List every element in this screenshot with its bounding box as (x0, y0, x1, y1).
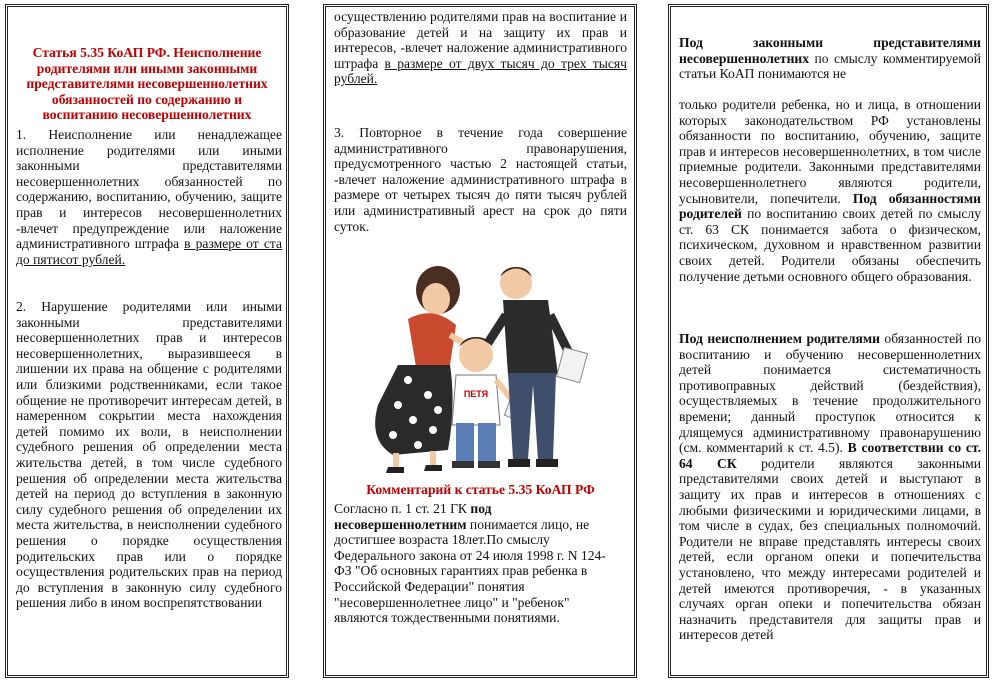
comment-paragraph (334, 501, 609, 626)
part-2-cont-text: осуществлению родителями прав на воспитание и образование детей и на защиту их прав и интересов, -влечет наложение административного штрафа (334, 9, 627, 71)
comment-title-text: Комментарий к статье 5.35 КоАП РФ (366, 482, 595, 497)
shirt-label: ПЕТЯ (463, 389, 489, 399)
part-1-fine: в размере от ста до пятисот рублей. (16, 236, 282, 267)
article-part-1 (16, 127, 282, 267)
part-1-text: 1. Неисполнение или ненадлежащее исполнение родителями или иными законными представителями несовершеннолетних обязанностей по содержанию, воспитанию, обучению, защите прав и интересов несовершеннолетних -влечет предупреждение или наложение административного штрафа (16, 127, 282, 252)
representatives-paragraph (679, 35, 981, 82)
article-title (16, 45, 278, 123)
right-panel (668, 4, 989, 678)
obligations-heading: Под обязанностями родителей (679, 190, 982, 222)
comment-text-c: понимается лицо, не достигшее возраста 18лет.По смыслу Федерального закона от 24 июля 1998 г. N 124-ФЗ "Об основных гарантиях прав ребенка в Российской Федерации" понятия "несовершеннолетнее лицо" и "ребенок" являются тождественными понятиями. (334, 516, 606, 626)
comment-text-b: под несовершеннолетним (334, 501, 492, 532)
part-2-continuation (334, 9, 627, 87)
middle-panel (323, 4, 637, 678)
non-fulfilment-heading: Под неисполнением родителями (679, 331, 880, 346)
sk-64-reference: В соответствии со ст. 64 СК (679, 440, 981, 471)
non-fulfilment-paragraph (679, 331, 981, 643)
obligations-paragraph (679, 97, 981, 284)
father-figure (488, 267, 587, 467)
article-part-2 (16, 299, 282, 611)
comment-title (334, 482, 627, 498)
comment-text-a: Согласно п. 1 ст. 21 ГК (334, 501, 471, 516)
representatives-heading: Под законными представителями несовершеннолетних (679, 35, 981, 66)
obligations-text-b: по воспитанию своих детей по смыслу ст. 63 СК понимается забота о физическом, психическом, духовном и нравственном развитии своих детей. Родители обязаны обеспечить получение детьми основного общего образования. (679, 206, 981, 284)
non-fulfilment-text: обязанностей по воспитанию и обучению несовершеннолетних детей понимается систематичность противоправных действий (бездействия), осуществляемых в течение продолжительного времени; данный проступок относится к длящемуся административному правонарушению (см. комментарий к ст. 4.5). (679, 331, 981, 456)
obligations-text-a: только родители ребенка, но и лица, в отношении которых законодательством РФ установлены обязанности по воспитанию, обучению, защите прав и интересов несовершеннолетних, в том числе приемные родители. Законными представителями несовершеннолетнего являются родители, усыновители, попечители. (679, 97, 981, 206)
article-title-text: Статья 5.35 КоАП РФ. Неисполнение родителями или иными законными представителями несовершеннолетних обязанностей по содержанию и воспитанию несовершеннолетних (26, 45, 268, 123)
part-2-fine: в размере от двух тысяч до трех тысяч рублей. (334, 55, 627, 87)
left-panel (5, 4, 289, 678)
part-3-text: 3. Повторное в течение года совершение административного правонарушения, предусмотренного частью 2 настоящей статьи, -влечет наложение административного штрафа в размере от четырех тысяч до пяти тысяч рублей или административный арест на срок до пяти суток. (334, 125, 627, 234)
sk-64-text: родители являются законными представителями своих детей и выступают в защиту их прав и интересов в отношениях с любыми физическими и юридическими лицами, в том числе в судах, без специальных полномочий. Родители не вправе представлять интересы своих детей, если органом опеки и попечительства установлено, что между интересами родителей и детей имеются противоречия, - в указанных случаях орган опеки и попечительства обязан назначить представителя для защиты прав и интересов детей (679, 455, 981, 643)
part-2-text: 2. Нарушение родителями или иными законными представителями несовершеннолетних прав и интересов несовершеннолетних, выразившееся в лишении их права на общение с родителями или близкими родственниками, если такое общение не противоречит интересам детей, в намеренном сокрытии места нахождения детей помимо их воли, в неисполнении судебного решения об определении места жительства детей, в том числе судебного решения об определении места жительства детей на период до вступления в законную силу судебного решения об определении их места жительства, в неисполнении судебного решения о порядке осуществления родительских прав или о порядке осуществления родительских прав на период до вступления в законную силу судебного решения либо в ином воспрепятствовании (16, 299, 282, 611)
article-part-3 (334, 125, 627, 234)
family-illustration (338, 255, 598, 477)
representatives-text: по смыслу комментируемой статьи КоАП понимаются не (679, 50, 981, 82)
